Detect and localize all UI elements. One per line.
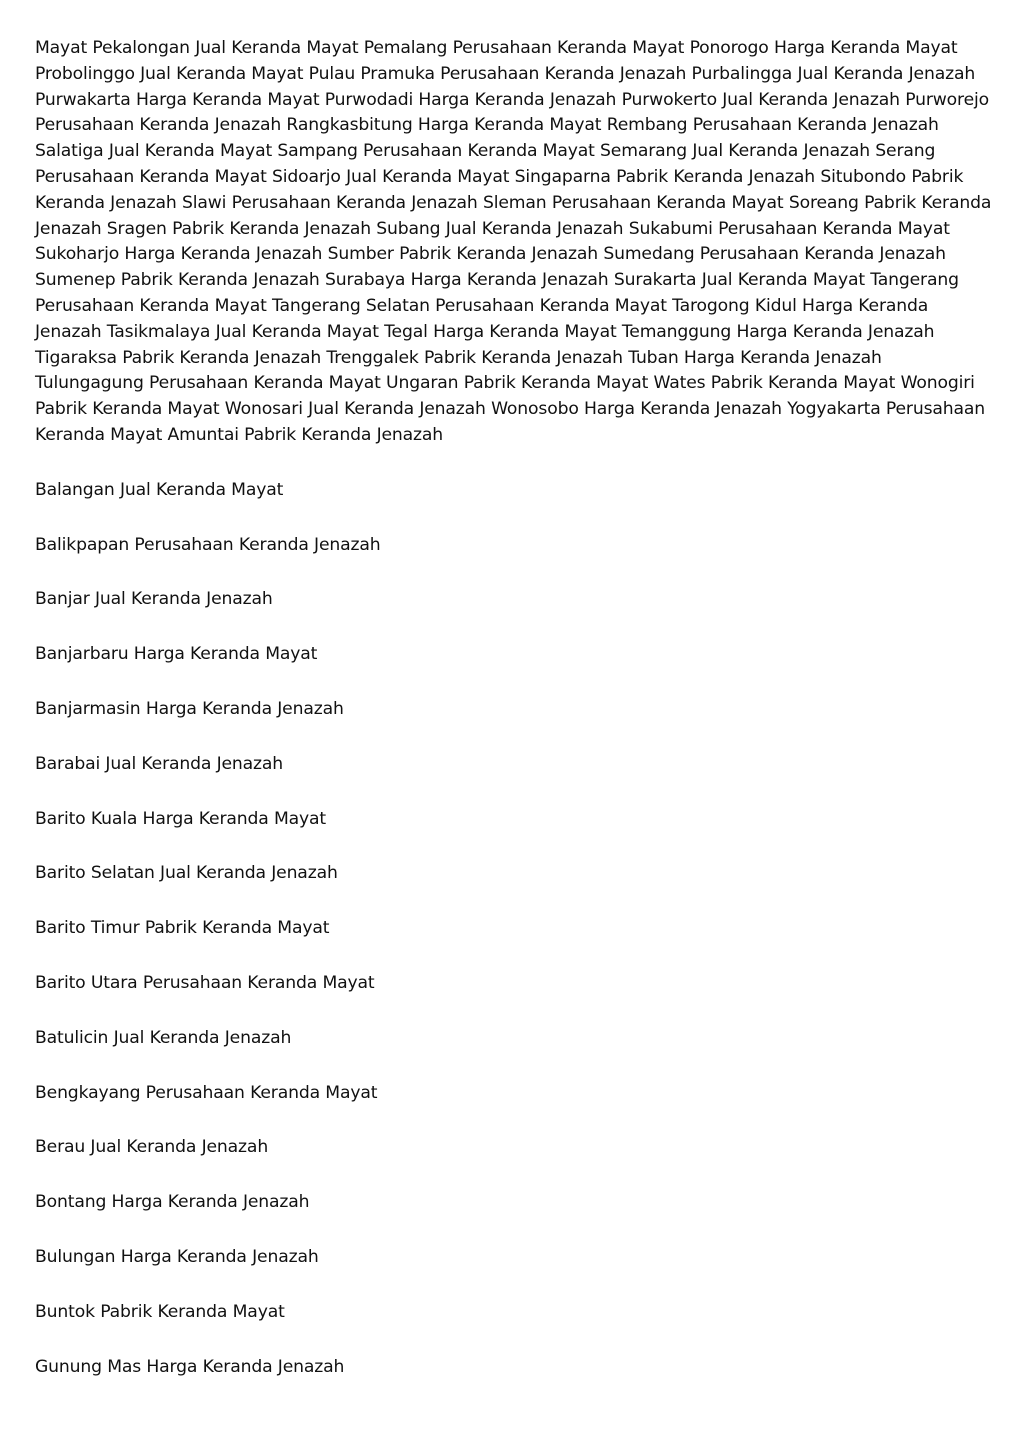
list-item: Banjarbaru Harga Keranda Mayat (35, 644, 318, 665)
list-item: Barito Kuala Harga Keranda Mayat (35, 808, 327, 829)
list-item: Barito Selatan Jual Keranda Jenazah (35, 863, 338, 884)
list-item: Barabai Jual Keranda Jenazah (35, 753, 284, 774)
list-item: Barito Utara Perusahaan Keranda Mayat (35, 972, 375, 993)
list-item: Bulungan Harga Keranda Jenazah (35, 1246, 319, 1267)
intro-paragraph: Mayat Pekalongan Jual Keranda Mayat Pemalang Perusahaan Keranda Mayat Ponorogo Harga Keranda Mayat Probolinggo Jual Keranda Mayat Pulau Pramuka Perusahaan Keranda Jenazah Purbalingga Jual Keranda Jenazah Purwakarta Harga Keranda Mayat Purwodadi Harga Keranda Jenazah Purwokerto Jual Keranda Jenazah Purworejo Perusahaan Keranda Jenazah Rangkasbitung Harga Keranda Mayat Rembang Perusahaan Keranda Jenazah Salatiga Jual Keranda Mayat Sampang Perusahaan Keranda Mayat Semarang Jual Keranda Jenazah Serang Perusahaan Keranda Mayat Sidoarjo Jual Keranda Mayat Singaparna Pabrik Keranda Jenazah Situbondo Pabrik Keranda Jenazah Slawi Perusahaan Keranda Jenazah Sleman Perusahaan Keranda Mayat Soreang Pabrik Keranda Jenazah Sragen Pabrik Keranda Jenazah Subang Jual Keranda Jenazah Sukabumi Perusahaan Keranda Mayat Sukoharjo Harga Keranda Jenazah Sumber Pabrik Keranda Jenazah Sumedang Perusahaan Keranda Jenazah Sumenep Pabrik Keranda Jenazah Surabaya Harga Keranda Jenazah Surakarta Jual Keranda Mayat Tangerang Perusahaan Keranda Mayat Tangerang Selatan Perusahaan Keranda Mayat Tarogong Kidul Harga Keranda Jenazah Tasikmalaya Jual Keranda Mayat Tegal Harga Keranda Mayat Temanggung Harga Keranda Jenazah Tigaraksa Pabrik Keranda Jenazah Trenggalek Pabrik Keranda Jenazah Tuban Harga Keranda Jenazah Tulungagung Perusahaan Keranda Mayat Ungaran Pabrik Keranda Mayat Wates Pabrik Keranda Mayat Wonogiri Pabrik Keranda Mayat Wonosari Jual Keranda Jenazah Wonosobo Harga Keranda Jenazah Yogyakarta Perusahaan Keranda Mayat Amuntai Pabrik Keranda Jenazah (35, 38, 992, 445)
list-item: Barito Timur Pabrik Keranda Mayat (35, 918, 330, 939)
list-item: Balikpapan Perusahaan Keranda Jenazah (35, 534, 381, 555)
list-item: Bontang Harga Keranda Jenazah (35, 1192, 310, 1213)
list-item: Batulicin Jual Keranda Jenazah (35, 1027, 292, 1048)
list-item: Banjarmasin Harga Keranda Jenazah (35, 698, 344, 719)
list-item: Berau Jual Keranda Jenazah (35, 1137, 269, 1158)
list-item: Bengkayang Perusahaan Keranda Mayat (35, 1082, 378, 1103)
list-item: Banjar Jual Keranda Jenazah (35, 589, 273, 610)
list-item: Balangan Jual Keranda Mayat (35, 479, 284, 500)
location-list (35, 478, 995, 1410)
list-item: Gunung Mas Harga Keranda Jenazah (35, 1356, 345, 1377)
list-item: Buntok Pabrik Keranda Mayat (35, 1301, 285, 1322)
document-page (35, 36, 995, 1409)
